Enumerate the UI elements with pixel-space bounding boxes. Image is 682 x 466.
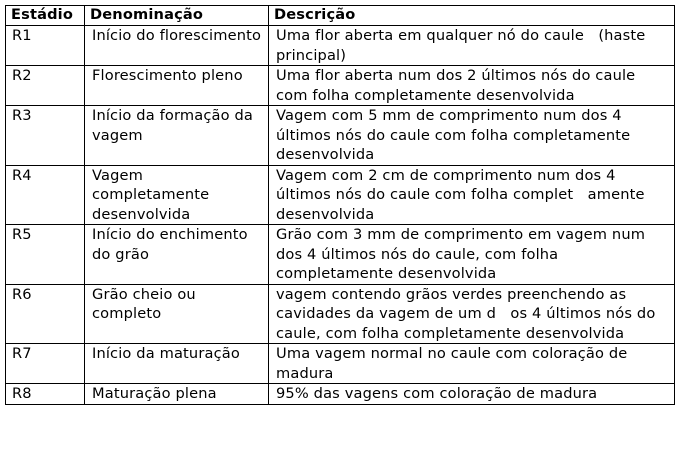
table-row xyxy=(6,344,675,384)
stage-description: Vagem com 2 cm de comprimento num dos 4 últimos nós do caule com folha complet amente desenvolvida xyxy=(269,165,675,225)
stage-description: Uma flor aberta em qualquer nó do caule (haste principal) xyxy=(269,26,675,66)
header-row xyxy=(6,6,675,26)
stage-description: vagem contendo grãos verdes preenchendo as cavidades da vagem de um d os 4 últimos nós do caule, com folha completamente desenvolvida xyxy=(269,284,675,344)
stage-name: Início da formação da vagem xyxy=(85,106,269,166)
stage-code: R3 xyxy=(6,106,85,166)
header-stage: Estádio xyxy=(6,6,85,26)
stage-code: R1 xyxy=(6,26,85,66)
table-row xyxy=(6,225,675,285)
stage-code: R4 xyxy=(6,165,85,225)
stages-table xyxy=(5,5,675,405)
stage-description: Uma flor aberta num dos 2 últimos nós do caule com folha completamente desenvolvida xyxy=(269,66,675,106)
table-row xyxy=(6,165,675,225)
stage-name: Florescimento pleno xyxy=(85,66,269,106)
stage-description: Vagem com 5 mm de comprimento num dos 4 últimos nós do caule com folha completamente desenvolvida xyxy=(269,106,675,166)
stage-code: R5 xyxy=(6,225,85,285)
table-row xyxy=(6,66,675,106)
table-row xyxy=(6,384,675,405)
stage-code: R8 xyxy=(6,384,85,405)
stage-description: Uma vagem normal no caule com coloração de madura xyxy=(269,344,675,384)
table-row xyxy=(6,106,675,166)
stage-name: Início da maturação xyxy=(85,344,269,384)
stage-name: Maturação plena xyxy=(85,384,269,405)
table-row xyxy=(6,26,675,66)
stage-name: Início do enchimento do grão xyxy=(85,225,269,285)
stage-name: Grão cheio ou completo xyxy=(85,284,269,344)
stage-code: R6 xyxy=(6,284,85,344)
stage-code: R2 xyxy=(6,66,85,106)
stage-description: 95% das vagens com coloração de madura xyxy=(269,384,675,405)
stage-name: Vagem completamente desenvolvida xyxy=(85,165,269,225)
stage-description: Grão com 3 mm de comprimento em vagem num dos 4 últimos nós do caule, com folha completamente desenvolvida xyxy=(269,225,675,285)
table-row xyxy=(6,284,675,344)
header-name: Denominação xyxy=(85,6,269,26)
stage-code: R7 xyxy=(6,344,85,384)
header-description: Descrição xyxy=(269,6,675,26)
stage-name: Início do florescimento xyxy=(85,26,269,66)
